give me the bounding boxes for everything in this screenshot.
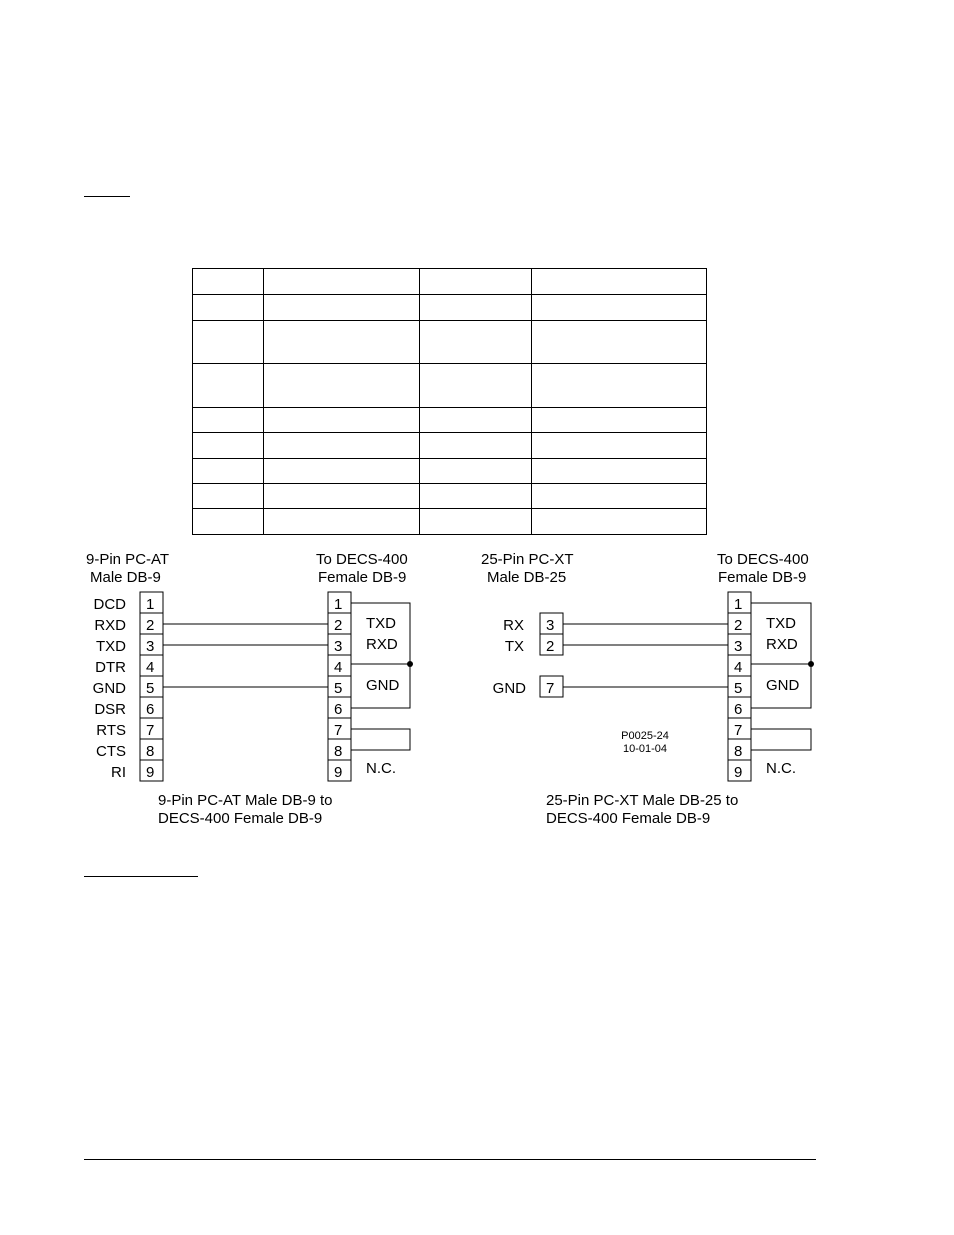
pc-signal-label: RX: [503, 617, 524, 634]
decs-header-line1: To DECS-400: [316, 551, 408, 568]
pc-signal-label: GND: [492, 680, 526, 697]
pin-number: 5: [146, 680, 155, 697]
pc-signal-label: RXD: [94, 617, 126, 634]
drawing-date: 10-01-04: [622, 743, 668, 755]
pc-signal-label: DSR: [94, 701, 126, 718]
pin-number: 2: [146, 617, 155, 634]
left-caption-line2: DECS-400 Female DB-9: [158, 810, 323, 827]
pin-number: 6: [334, 701, 343, 718]
drawing-number: P0025-24: [621, 730, 669, 742]
pin-number: 7: [546, 680, 555, 697]
pc-signal-label: RTS: [96, 722, 126, 739]
pin-number: 6: [146, 701, 155, 718]
pc-at-header-line2: Male DB-9: [90, 569, 161, 586]
junction-dot: [808, 661, 814, 667]
pc-signal-label: TXD: [96, 638, 126, 655]
pin-number: 7: [334, 722, 343, 739]
pin-number: 3: [146, 638, 155, 655]
pin-number: 9: [734, 764, 743, 781]
pc-xt-header-line1: 25-Pin PC-XT: [481, 551, 574, 568]
pc-signal-label: DCD: [93, 596, 126, 613]
pc-signal-label: RI: [111, 764, 126, 781]
pin-number: 2: [546, 638, 555, 655]
pin-number: 2: [734, 617, 743, 634]
pin-number: 7: [146, 722, 155, 739]
pin-number: 9: [334, 764, 343, 781]
decs-signal-gnd: GND: [766, 677, 800, 694]
pc-signal-label: TX: [504, 638, 524, 655]
decs-header-line1: To DECS-400: [717, 551, 809, 568]
pc-at-header-line1: 9-Pin PC-AT: [86, 551, 170, 568]
pin-number: 7: [734, 722, 743, 739]
left-caption-line1: 9-Pin PC-AT Male DB-9 to: [158, 792, 333, 809]
pin-number: 6: [734, 701, 743, 718]
decs-header-line2: Female DB-9: [318, 569, 407, 586]
decs-signal-nc: N.C.: [766, 760, 796, 777]
pin-number: 1: [734, 596, 743, 613]
pin-number: 5: [334, 680, 343, 697]
decs-signal-nc: N.C.: [366, 760, 396, 777]
decs-signal-txd: TXD: [766, 615, 796, 632]
pc-xt-header-line2: Male DB-25: [487, 569, 567, 586]
pc-signal-label: CTS: [96, 743, 126, 760]
pin-number: 5: [734, 680, 743, 697]
right-caption-line1: 25-Pin PC-XT Male DB-25 to: [546, 792, 739, 809]
right-caption-line2: DECS-400 Female DB-9: [546, 810, 711, 827]
pin-number: 3: [546, 617, 555, 634]
pin-number: 9: [146, 764, 155, 781]
pin-number: 2: [334, 617, 343, 634]
pin-number: 4: [734, 659, 743, 676]
pin-number: 3: [334, 638, 343, 655]
pin-number: 1: [334, 596, 343, 613]
jumper-7-8: [351, 729, 410, 750]
pin-number: 4: [146, 659, 155, 676]
pin-number: 8: [334, 743, 343, 760]
decs-signal-txd: TXD: [366, 615, 396, 632]
decs-signal-gnd: GND: [366, 677, 400, 694]
pc-signal-label: GND: [92, 680, 126, 697]
jumper-7-8-xt: [751, 729, 811, 750]
pin-number: 4: [334, 659, 343, 676]
pin-number: 8: [734, 743, 743, 760]
decs-signal-rxd: RXD: [766, 636, 798, 653]
pin-number: 8: [146, 743, 155, 760]
pin-number: 3: [734, 638, 743, 655]
decs-header-line2: Female DB-9: [718, 569, 807, 586]
decs-signal-rxd: RXD: [366, 636, 398, 653]
pin-number: 1: [146, 596, 155, 613]
junction-dot: [407, 661, 413, 667]
pc-signal-label: DTR: [95, 659, 126, 676]
